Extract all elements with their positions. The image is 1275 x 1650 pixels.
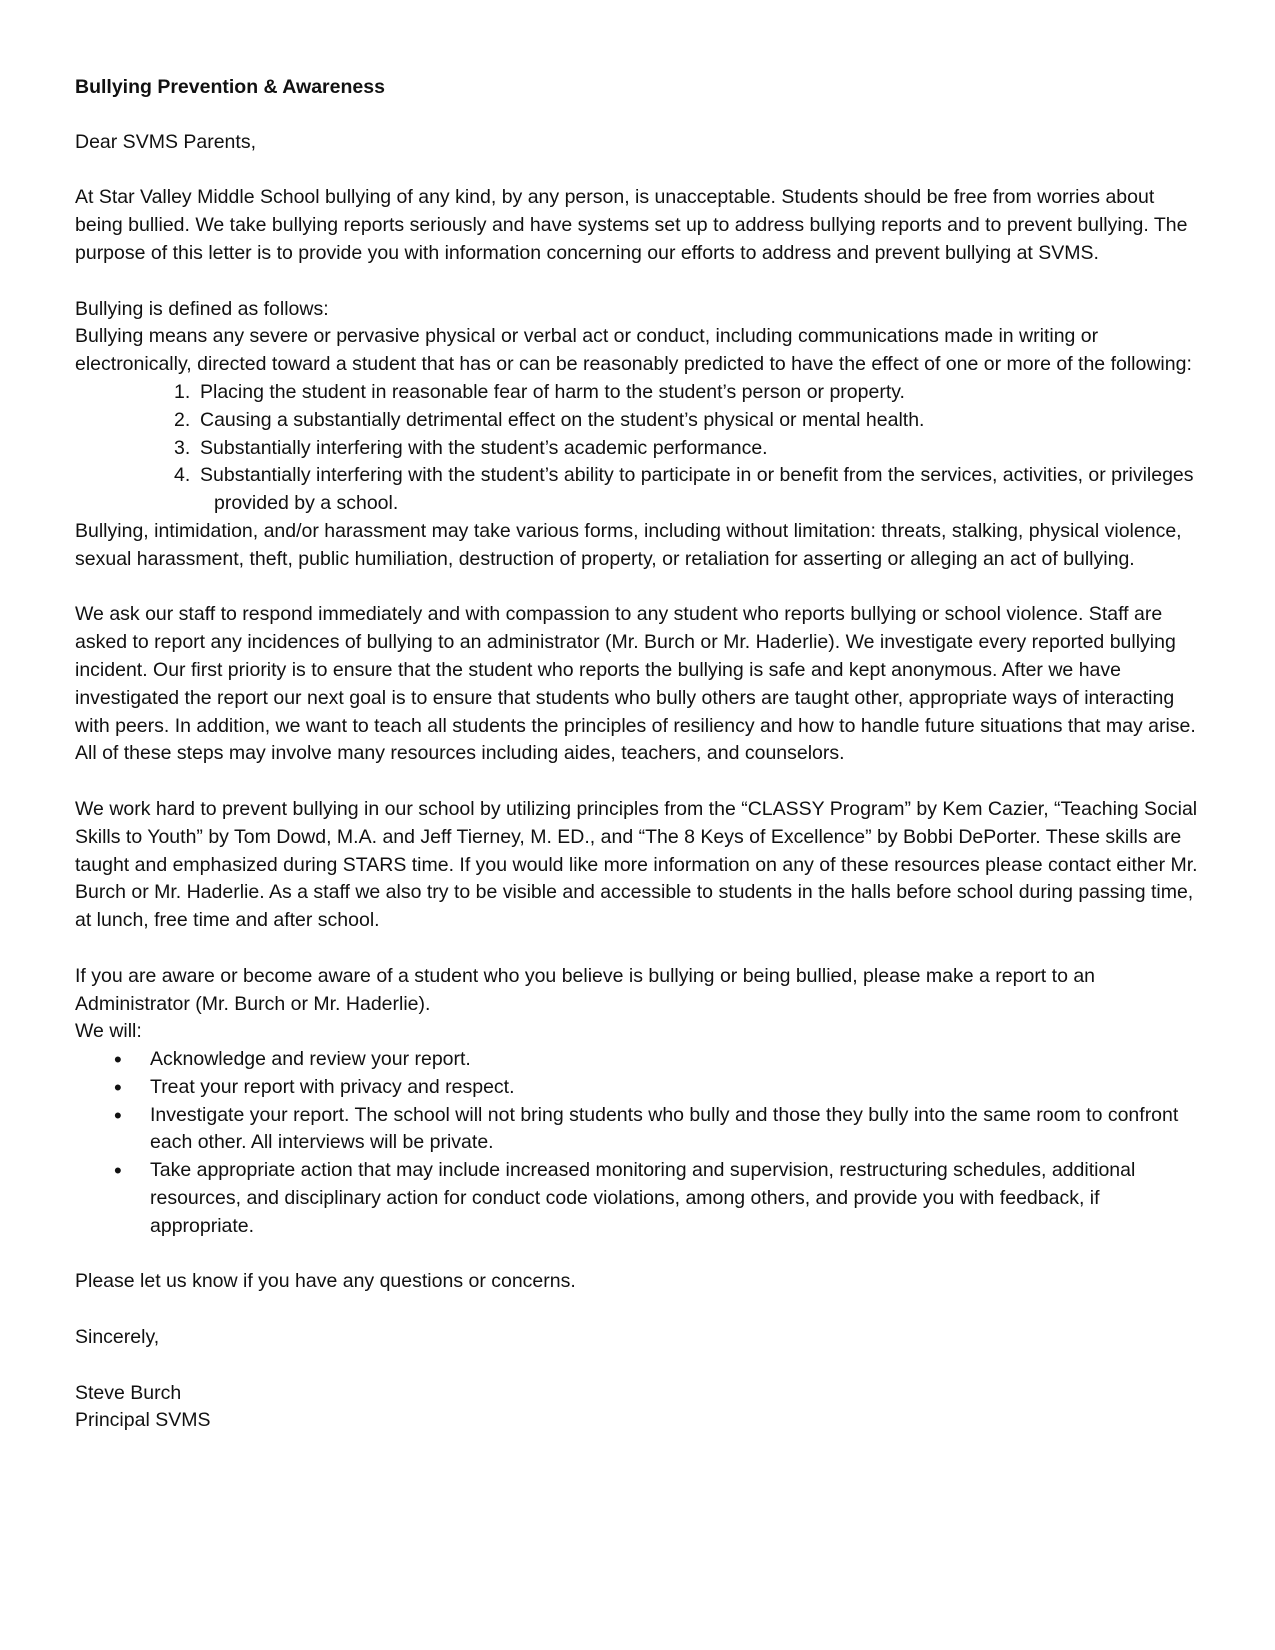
definition-item-text: Placing the student in reasonable fear of harm to the student’s person or property. — [200, 380, 905, 403]
we-will-item: • Treat your report with privacy and respect. — [150, 1074, 1205, 1102]
staff-response-paragraph: We ask our staff to respond immediately and with compassion to any student who reports bullying or school violence. Staff are asked to report any incidences of bullying to an administrator (Mr. Burch or Mr. Haderlie). We investigate every reported bullying incident. Our first priority is to ensure that the student who reports the bullying is safe and kept anonymous. After we have investigated the report our next goal is to ensure that students who bully others are taught other, appropriate ways of interacting with peers. In addition, we want to teach all students the principles of resiliency and how to handle future situations that may arise. All of these steps may involve many resources including aides, teachers, and counselors. — [75, 603, 1196, 765]
definition-item — [174, 435, 1205, 463]
letter-page — [75, 74, 1205, 1435]
definition-item-number: 2. — [174, 408, 191, 431]
definition-section — [75, 296, 1205, 574]
definition-item — [174, 462, 1205, 518]
signer-title: Principal SVMS — [75, 1409, 211, 1432]
signature-block — [75, 1380, 1205, 1436]
definition-item — [174, 407, 1205, 435]
definition-item-number: 1. — [174, 380, 191, 403]
definition-item-text: Substantially interfering with the student’s academic performance. — [200, 436, 768, 459]
definition-list — [75, 379, 1205, 518]
we-will-heading: We will: — [75, 1020, 142, 1043]
we-will-item: • Investigate your report. The school will not bring students who bully and those they bully into the same room to confront each other. All interviews will be private. — [150, 1102, 1205, 1158]
signoff: Sincerely, — [75, 1326, 160, 1349]
definition-text: Bullying means any severe or pervasive physical or verbal act or conduct, including communications made in writing or electronically, directed toward a student that has or can be reasonably predicted to have the effect of one or more of the following: — [75, 325, 1192, 376]
prevention-paragraph: We work hard to prevent bullying in our school by utilizing principles from the “CLASSY Program” by Kem Cazier, “Teaching Social Skills to Youth” by Tom Dowd, M.A. and Jeff Tierney, M. ED., and “The 8 Keys of Excellence” by Bobbi DePorter. These skills are taught and emphasized during STARS time. If you would like more information on any of these resources please contact either Mr. Burch or Mr. Haderlie. As a staff we also try to be visible and accessible to students in the halls before school during passing time, at lunch, free time and after school. — [75, 797, 1198, 932]
definition-item-text: Substantially interfering with the student’s ability to participate in or benefit from the services, activities, or privileges provided by a school. — [200, 464, 1194, 515]
closing-note: Please let us know if you have any questions or concerns. — [75, 1270, 576, 1293]
definition-item-number: 4. — [174, 464, 191, 487]
report-paragraph: If you are aware or become aware of a student who you believe is bullying or being bullied, please make a report to an Administrator (Mr. Burch or Mr. Haderlie). — [75, 964, 1096, 1015]
we-will-list — [75, 1046, 1205, 1241]
forms-paragraph: Bullying, intimidation, and/or harassment may take various forms, including without limitation: threats, stalking, physical violence, sexual harassment, theft, public humiliation, destruction of property, or retaliation for asserting or alleging an act of bullying. — [75, 519, 1182, 570]
definition-item-number: 3. — [174, 436, 191, 459]
signer-name: Steve Burch — [75, 1381, 182, 1404]
definition-heading: Bullying is defined as follows: — [75, 297, 329, 320]
letter-title: Bullying Prevention & Awareness — [75, 76, 385, 98]
we-will-item: • Take appropriate action that may include increased monitoring and supervision, restructuring schedules, additional resources, and disciplinary action for conduct code violations, among others, and provide you with feedback, if appropriate. — [150, 1157, 1205, 1240]
we-will-item: • Acknowledge and review your report. — [150, 1046, 1205, 1074]
definition-item-text: Causing a substantially detrimental effect on the student’s physical or mental health. — [200, 408, 925, 431]
definition-item — [174, 379, 1205, 407]
intro-paragraph: At Star Valley Middle School bullying of any kind, by any person, is unacceptable. Students should be free from worries about being bullied. We take bullying reports seriously and have systems set up to address bullying reports and to prevent bullying. The purpose of this letter is to provide you with information concerning our efforts to address and prevent bullying at SVMS. — [75, 186, 1188, 264]
salutation: Dear SVMS Parents, — [75, 130, 256, 153]
